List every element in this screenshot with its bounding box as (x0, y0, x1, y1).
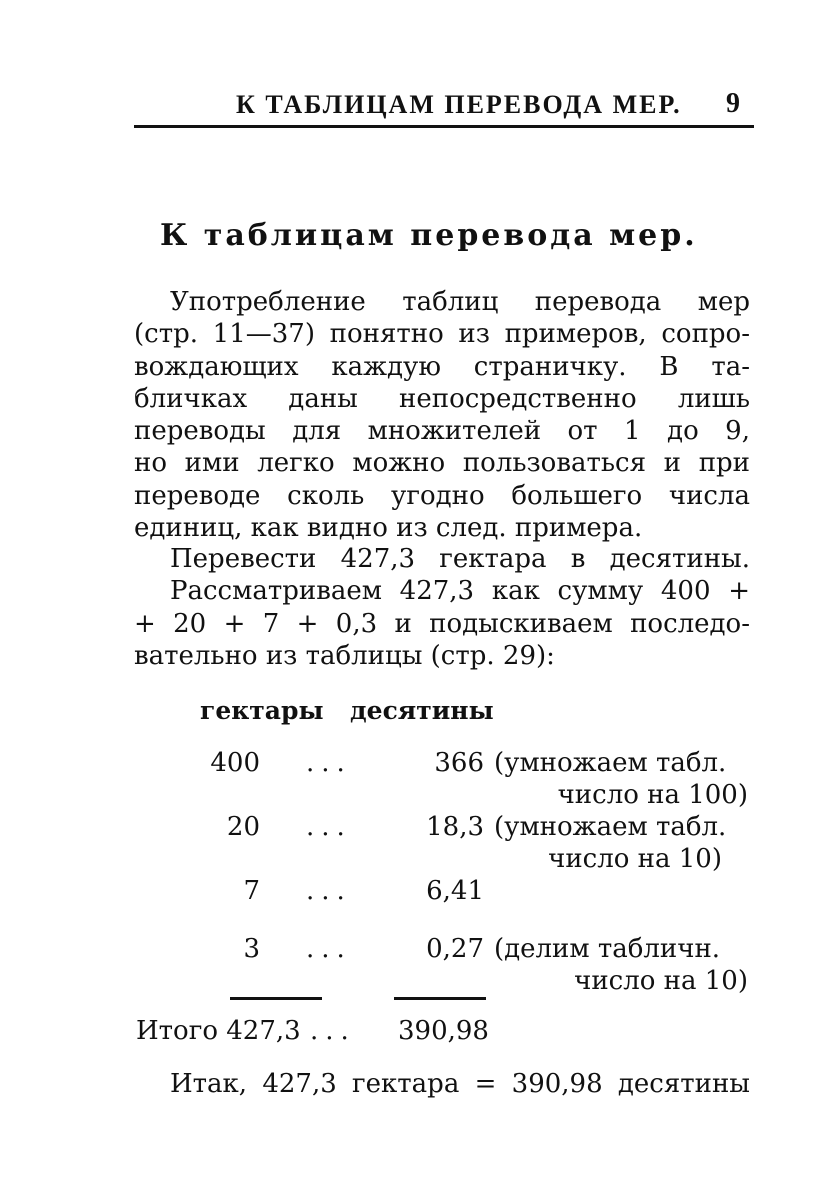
converted-value: 366 (434, 748, 484, 778)
table-row (0, 811, 840, 843)
row-note: (умножаем табл. (494, 812, 727, 842)
sum-rule-right (394, 997, 486, 1000)
text-line: + 20 + 7 + 0,3 и подыскиваем последо- (134, 608, 750, 639)
row-note: (умножаем табл. (494, 748, 727, 778)
row-note-continued: число на 100) (557, 780, 748, 810)
leader-dots: ... (306, 812, 352, 842)
paragraph-example (134, 543, 750, 672)
leader-dots: ... (306, 934, 352, 964)
text-line: Перевести 427,3 гектара в десятины. (170, 544, 750, 574)
total-value: 390,98 (398, 1016, 489, 1046)
row-note: (делим табличн. (494, 934, 721, 964)
sum-rule-left (230, 997, 322, 1000)
conclusion: Итак, 427,3 гектара = 390,98 десятины (170, 1069, 750, 1099)
text-line: Употребление таблиц перевода мер (170, 287, 750, 317)
total-label: Итого 427,3 (136, 1016, 301, 1046)
converted-value: 0,27 (426, 934, 484, 964)
leader-dots: ... (306, 748, 352, 778)
table-row (0, 875, 840, 907)
text-line: вождающих каждую страничку. В та- (134, 351, 750, 382)
table-row-note (0, 965, 840, 997)
text-line: бличках даны непосредственно лишь (134, 383, 750, 414)
row-note-continued: число на 10) (548, 844, 722, 874)
text-line: единиц, как видно из след. примера. (134, 513, 643, 544)
header-rule (134, 125, 754, 128)
converted-value: 6,41 (426, 876, 484, 906)
paragraph-intro (134, 286, 750, 544)
table-row-note (0, 843, 840, 875)
leader-dots: ... (310, 1016, 356, 1046)
text-line: но ими легко можно пользоваться и при (134, 448, 750, 479)
table-row (0, 933, 840, 965)
text-line: Рассматриваем 427,3 как сумму 400 + (170, 576, 750, 607)
table-row-note (0, 779, 840, 811)
row-note-continued: число на 10) (574, 966, 748, 996)
converted-value: 18,3 (426, 812, 484, 842)
section-title: К таблицам перевода мер. (160, 218, 698, 253)
page-number: 9 (726, 88, 742, 119)
text-line: переводе сколь угодно большего числа (134, 480, 750, 511)
multiplier: 20 (226, 812, 260, 842)
column-header-hectares: гектары (200, 696, 324, 725)
text-line: вательно из таблицы (стр. 29): (134, 640, 555, 671)
leader-dots: ... (306, 876, 352, 906)
multiplier: 400 (210, 748, 260, 778)
running-head (136, 86, 750, 122)
text-line: переводы для множителей от 1 до 9, (134, 416, 750, 447)
text-line: (стр. 11—37) понятно из примеров, сопро- (134, 319, 750, 350)
table-row (0, 747, 840, 779)
running-title: К ТАБЛИЦАМ ПЕРЕВОДА МЕР. (236, 90, 682, 119)
column-header-desyatiny: десятины (350, 696, 494, 725)
multiplier: 7 (243, 876, 260, 906)
multiplier: 3 (243, 934, 260, 964)
